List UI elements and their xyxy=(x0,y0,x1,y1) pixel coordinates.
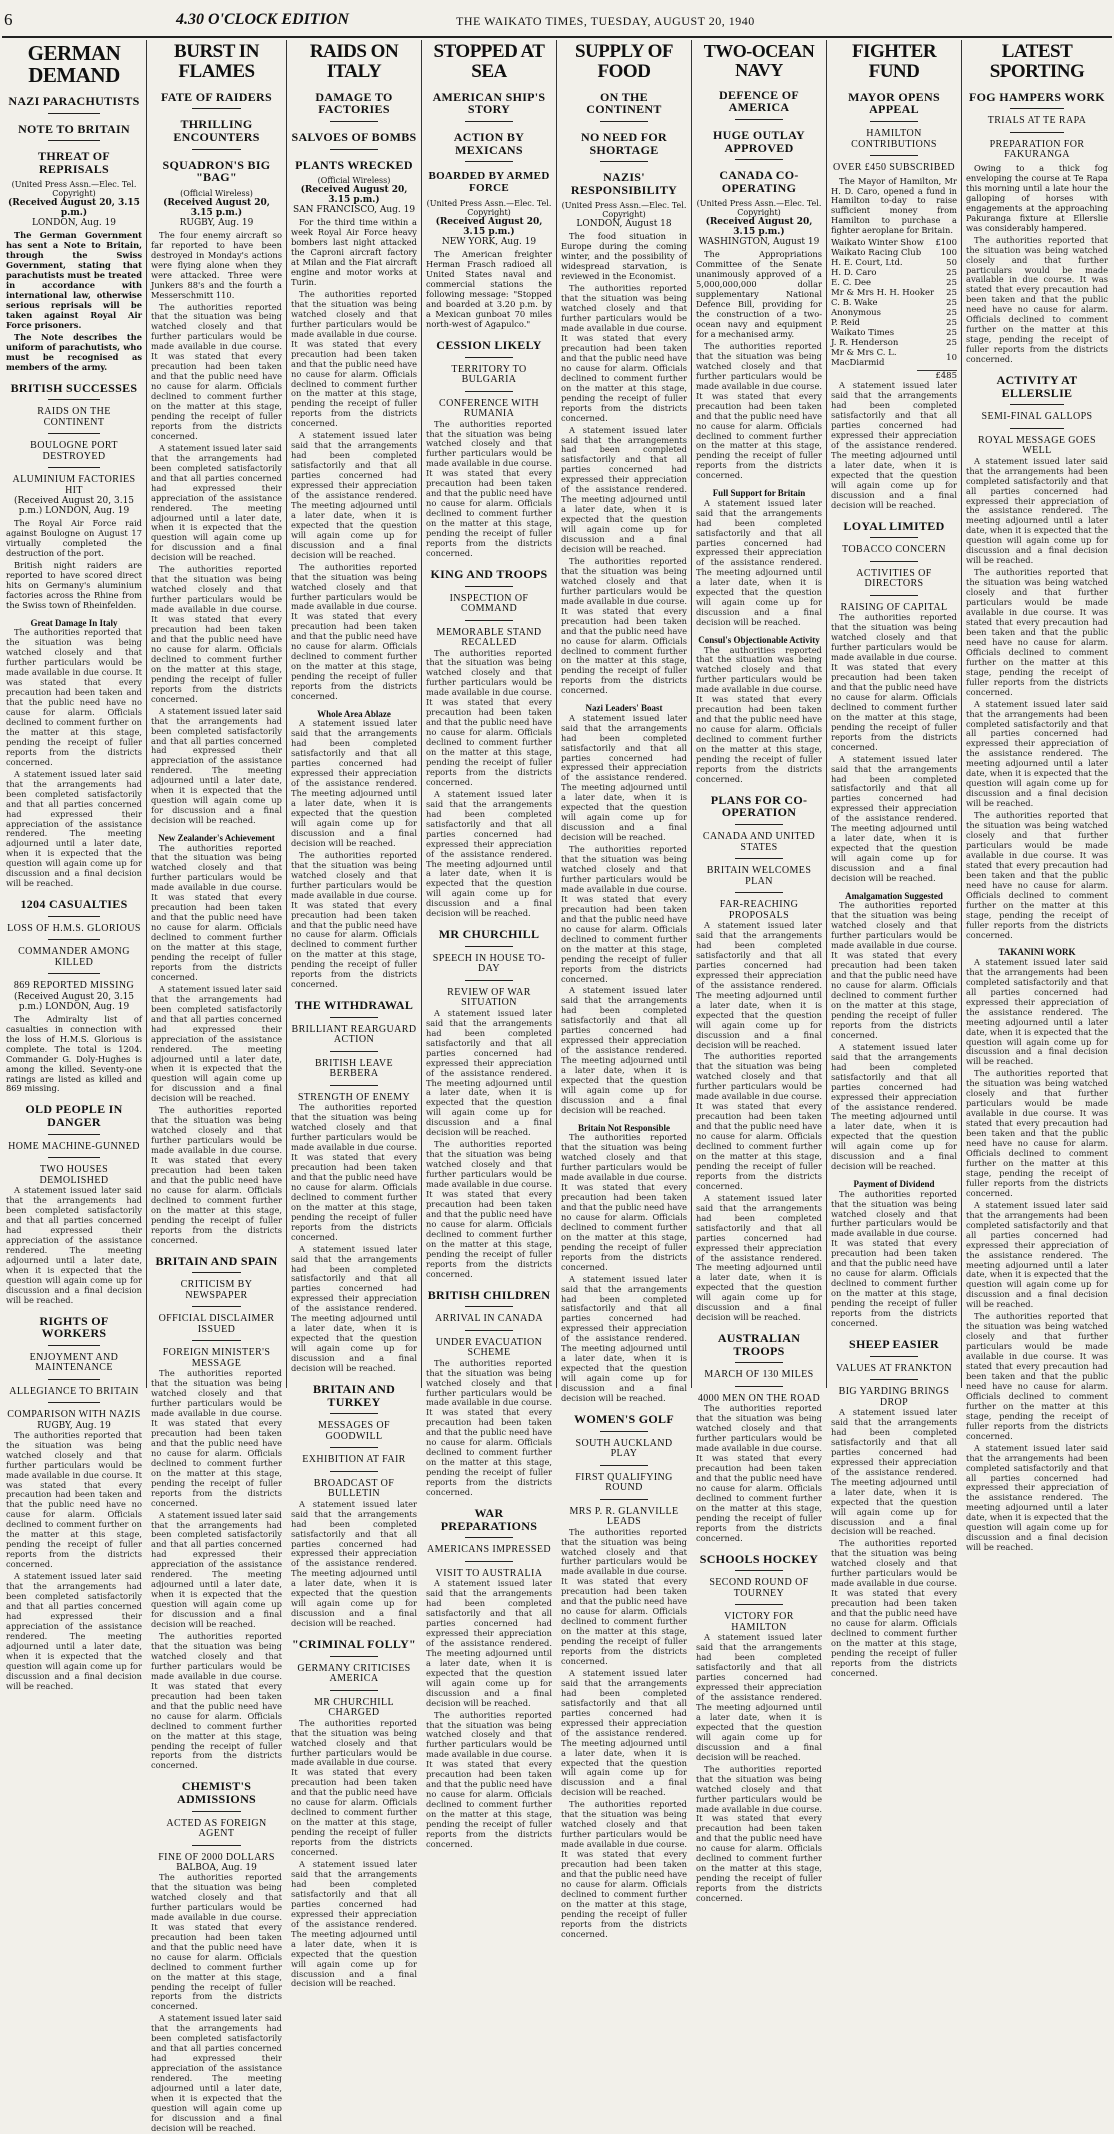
article-body: The authorities reported that the situation was being watched closely and that further particulars would be made available in due course. It was stated that every precaution had been taken and that the public need have no cause for alarm. Officials declined to comment further on the matter at this stage, pending the receipt of fuller reports from the districts concerned. A statement issued later said that the arrangements had been completed satisfactorily and that all parties concerned had expressed their appreciation of the assistance rendered. The meeting adjourned until a later date, when it is expected that the question will again come up for discussion and a final decision will be reached. The authorities reported that the situation was being watched closely and that further particulars would be made available in due course. It was stated that every precaution had been taken and that the public need have no cause for alarm. Officials declined to comment further on the matter at this stage, pending the receipt of fuller reports from the districts concerned. xyxy=(291,288,417,702)
subhead: TRIALS AT TE RAPA xyxy=(987,115,1087,127)
article-body: The Mayor of Hamilton, Mr H. D. Caro, opened a fund in Hamilton to-day to raise sufficient money from Hamilton to purchase a fighter aeroplane for Britain. xyxy=(831,175,957,236)
article-body: The Royal Air Force raid against Boulogne on August 17 virtually completed the destruction of the port. British night raiders are reported to have scored direct hits on Germany's aluminium factories across the Rhine from the Swiss town of Rheinfelden. xyxy=(6,518,142,611)
article-body: The authorities reported that the situation was being watched closely and that further particulars would be made available in due course. It was stated that every precaution had been taken and that the public need have no cause for alarm. Officials declined to comment further on the matter at this stage, pending the receipt of fuller reports from the districts concerned. A statement issued later said that the arrangements had been completed satisfactorily and that all parties concerned had expressed their appreciation of the assistance rendered. The meeting adjourned until a later date, when it is expected that the question will again come up for discussion and a final decision will be reached. xyxy=(291,1102,417,1374)
subscription-row xyxy=(831,248,957,258)
subscription-row xyxy=(831,348,957,368)
subscription-row xyxy=(831,328,957,338)
dateline: SAN FRANCISCO, Aug. 19 xyxy=(292,205,416,216)
subscriber-name: Waikato Racing Club xyxy=(831,248,922,259)
subscriber-name: H. D. Caro xyxy=(831,268,877,279)
subscriber-name: Waikato Times xyxy=(831,328,895,339)
subhead: NAZIS' RESPONSIBILITY xyxy=(570,170,678,197)
subhead: TERRITORY TO BULGARIA xyxy=(451,363,527,386)
headline: BRITAIN AND SPAIN xyxy=(155,1253,278,1268)
article-body: The authorities reported that the situation was being watched closely and that further particulars would be made available in due course. It was stated that every precaution had been taken and that the public need have no cause for alarm. Officials declined to comment further on the matter at this stage, pending the receipt of fuller reports from the districts concerned. xyxy=(696,1403,822,1543)
dateline: RUGBY, Aug. 19 xyxy=(37,1420,111,1431)
subhead: AMERICANS IMPRESSED xyxy=(426,1544,551,1556)
article-body: The authorities reported that the situation was being watched closely and that further particulars would be made available in due course. It was stated that every precaution had been taken and that the public need have no cause for alarm. Officials declined to comment further on the matter at this stage, pending the receipt of fuller reports from the districts concerned. xyxy=(426,1357,552,1498)
subscription-amount: £100 xyxy=(935,238,957,249)
subhead: ACTION BY MEXICANS xyxy=(453,130,525,157)
subhead: SECOND ROUND OF TOURNEY xyxy=(709,1577,809,1599)
headline: PLANS FOR CO-OPERATION xyxy=(710,792,808,820)
received-line: (Received August 20, 3.15 p.m.) xyxy=(163,197,270,218)
subscription-amount: 10 xyxy=(946,353,957,364)
subhead: BOARDED BY ARMED FORCE xyxy=(428,170,550,194)
article-body: The authorities reported that the situation was being watched closely and that further particulars would be made available in due course. It was stated that every precaution had been taken and that the public need have no cause for alarm. Officials declined to comment further on the matter at this stage, pending the receipt of fuller reports from the districts concerned. A statement issued later said that the arrangements had been completed satisfactorily and that all parties concerned had expressed their appreciation of the assistance rendered. The meeting adjourned until a later date, when it is expected that the question will again come up for discussion and a final decision will be reached. The authorities reported that the situation was being watched closely and that further particulars would be made available in due course. It was stated that every precaution had been taken and that the public need have no cause for alarm. Officials declined to comment further on the matter at this stage, pending the receipt of fuller reports from the districts concerned. A statement issued later said that the arrangements had been completed satisfactorily and that all parties concerned had expressed their appreciation of the assistance rendered. The meeting adjourned until a later date, when it is expected that the question will again come up for discussion and a final decision will be reached. xyxy=(151,301,282,826)
article-body: A statement issued later said that the arrangements had been completed satisfactorily and that all parties concerned had expressed their appreciation of the assistance rendered. The meeting adjourned until a later date, when it is expected that the question will again come up for discussion and a final decision will be reached. The authorities reported that the situation was being watched closely and that further particulars would be made available in due course. It was stated that every precaution had been taken and that the public need have no cause for alarm. Officials declined to comment further on the matter at this stage, pending the receipt of fuller reports from the districts concerned. A statement issued later said that the arrangements had been completed satisfactorily and that all parties concerned had expressed their appreciation of the assistance rendered. The meeting adjourned until a later date, when it is expected that the question will again come up for discussion and a final decision will be reached. xyxy=(561,712,687,1115)
dateline: NEW YORK, Aug. 19 xyxy=(441,237,537,248)
article-body: A statement issued later said that the arrangements had been completed satisfactorily and that all parties concerned had expressed their appreciation of the assistance rendered. The meeting adjourned until a later date, when it is expected that the question will again come up for discussion and a final decision will be reached. xyxy=(696,497,822,628)
subscription-amount: 50 xyxy=(946,258,957,269)
column-latest-sporting xyxy=(962,40,1112,1553)
article-body: The authorities reported that the situation was being watched closely and that further particulars would be made available in due course. It was stated that every precaution had been taken and that the public need have no cause for alarm. Officials declined to comment further on the matter at this stage, pending the receipt of fuller reports from the districts concerned. A statement issued later said that the arrangements had been completed satisfactorily and that all parties concerned had expressed their appreciation of the assistance rendered. The meeting adjourned until a later date, when it is expected that the question will again come up for discussion and a final decision will be reached. The authorities reported that the situation was being watched closely and that further particulars would be made available in due course. It was stated that every precaution had been taken and that the public need have no cause for alarm. Officials declined to comment further on the matter at this stage, pending the receipt of fuller reports from the districts concerned. xyxy=(561,283,687,696)
crosshead: Great Damage In Italy xyxy=(30,617,118,628)
subhead: COMMANDER AMONG KILLED xyxy=(18,946,130,968)
article-body: The authorities reported that the situation was being watched closely and that further particulars would be made available in due course. It was stated that every precaution had been taken and that the public need have no cause for alarm. Officials declined to comment further on the matter at this stage, pending the receipt of fuller reports from the districts concerned. A statement issued later said that the arrangements had been completed satisfactorily and that all parties concerned had expressed their appreciation of the assistance rendered. The meeting adjourned until a later date, when it is expected that the question will again come up for discussion and a final decision will be reached. xyxy=(831,900,957,1172)
top-rule xyxy=(2,36,1112,38)
subhead: 4000 MEN ON THE ROAD xyxy=(697,1392,821,1404)
headline: CHEMIST'S ADMISSIONS xyxy=(176,1779,257,1806)
subhead: ROYAL MESSAGE GOES WELL xyxy=(978,434,1096,457)
received-line: (Received August 20, 3.15 p.m.) xyxy=(435,217,543,238)
subhead: PLANTS WRECKED xyxy=(295,157,413,172)
subhead: NAZI PARACHUTISTS xyxy=(8,94,140,109)
subhead: CONFERENCE WITH RUMANIA xyxy=(439,397,539,420)
article-body: The Admiralty list of casualties in connection with the loss of H.M.S. Glorious is complete. The total is 1204. Commander G. Doly-Hughes is among the killed. Seventy-one ratings are listed as killed and 869 missing. xyxy=(6,1013,142,1094)
subhead: MRS P. R. GLANVILLE LEADS xyxy=(569,1505,679,1528)
subhead: REVIEW OF WAR SITUATION xyxy=(447,986,531,1009)
subhead: THRILLING ENCOUNTERS xyxy=(173,117,260,145)
subhead: MR CHURCHILL CHARGED xyxy=(313,1696,395,1719)
masthead xyxy=(0,0,1114,30)
subhead: BRILLIANT REARGUARD ACTION xyxy=(291,1023,417,1046)
subhead: BROADCAST OF BULLETIN xyxy=(313,1477,395,1500)
headline: MR CHURCHILL xyxy=(438,927,540,942)
subscription-amount: 25 xyxy=(946,268,957,279)
dateline: (Received August 20, 3.15 p.m.) LONDON, Aug. 19 xyxy=(13,496,135,517)
subhead: FIRST QUALIFYING ROUND xyxy=(575,1471,673,1494)
subscription-amount: 25 xyxy=(946,298,957,309)
dateline: WASHINGTON, August 19 xyxy=(698,237,820,248)
credit-line: (Official Wireless) xyxy=(180,188,253,198)
subscriber-name: J. R. Henderson xyxy=(831,338,899,349)
crosshead: Consul's Objectionable Activity xyxy=(698,635,820,646)
article-body: The authorities reported that the situation was being watched closely and that further particulars would be made available in due course. It was stated that every precaution had been taken and that the public need have no cause for alarm. Officials declined to comment further on the matter at this stage, pending the receipt of fuller reports from the districts concerned. A statement issued later said that the arrangements had been completed satisfactorily and that all parties concerned had expressed their appreciation of the assistance rendered. The meeting adjourned until a later date, when it is expected that the question will again come up for discussion and a final decision will be reached. xyxy=(6,627,142,889)
headline: CESSION LIKELY xyxy=(436,337,542,352)
subhead: CRITICISM BY NEWSPAPER xyxy=(180,1279,253,1301)
headline: RAIDS ON ITALY xyxy=(309,41,399,82)
subhead: COMPARISON WITH NAZIS xyxy=(7,1409,141,1421)
article-body: The authorities reported that the situation was being watched closely and that further particulars would be made available in due course. It was stated that every precaution had been taken and that the public need have no cause for alarm. Officials declined to comment further on the matter at this stage, pending the receipt of fuller reports from the districts concerned. A statement issued later said that the arrangements had been completed satisfactorily and that all parties concerned had expressed their appreciation of the assistance rendered. The meeting adjourned until a later date, when it is expected that the question will again come up for discussion and a final decision will be reached. xyxy=(6,1429,142,1691)
article-body: The authorities reported that the situation was being watched closely and that further particulars would be made available in due course. It was stated that every precaution had been taken and that the public need have no cause for alarm. Officials declined to comment further on the matter at this stage, pending the receipt of fuller reports from the districts concerned. A statement issued later said that the arrangements had been completed satisfactorily and that all parties concerned had expressed their appreciation of the assistance rendered. The meeting adjourned until a later date, when it is expected that the question will again come up for discussion and a final decision will be reached. xyxy=(151,1872,282,2133)
subhead: RAIDS ON THE CONTINENT xyxy=(37,406,111,428)
subhead: VISIT TO AUSTRALIA xyxy=(435,1567,543,1579)
article-body: A statement issued later said that the arrangements had been completed satisfactorily and that all parties concerned had expressed their appreciation of the assistance rendered. The meeting adjourned until a later date, when it is expected that the question will again come up for discussion and a final decision will be reached. The authorities reported that the situation was being watched closely and that further particulars would be made available in due course. It was stated that every precaution had been taken and that the public need have no cause for alarm. Officials declined to comment further on the matter at this stage, pending the receipt of fuller reports from the districts concerned. xyxy=(426,1007,552,1279)
article-body: A statement issued later said that the arrangements had been completed satisfactorily and that all parties concerned had expressed their appreciation of the assistance rendered. The meeting adjourned until a later date, when it is expected that the question will again come up for discussion and a final decision will be reached. The authorities reported that the situation was being watched closely and that further particulars would be made available in due course. It was stated that every precaution had been taken and that the public need have no cause for alarm. Officials declined to comment further on the matter at this stage, pending the receipt of fuller reports from the districts concerned. xyxy=(696,1632,822,1904)
headline: 1204 CASUALTIES xyxy=(20,897,128,912)
headline: THE WITHDRAWAL xyxy=(294,998,414,1013)
subhead: ALLEGIANCE TO BRITAIN xyxy=(9,1385,139,1397)
subhead: OFFICIAL DISCLAIMER ISSUED xyxy=(158,1313,275,1335)
subscription-amount: 25 xyxy=(946,308,957,319)
subscriber-name: E. C. Dee xyxy=(831,278,872,289)
article-body: The American freighter Herman Frasch radioed all United States naval and commercial stations the following message: "Stopped and boarded at 3.20 p.m. by a Mexican gunboat 70 miles north-west of Agapulco." xyxy=(426,249,552,330)
subhead: GERMANY CRITICISES AMERICA xyxy=(297,1662,411,1685)
subhead: ARRIVAL IN CANADA xyxy=(435,1313,543,1325)
subhead: HUGE OUTLAY APPROVED xyxy=(713,127,805,155)
subhead: RAISING OF CAPITAL xyxy=(840,601,948,613)
subhead: FINE OF 2000 DOLLARS xyxy=(158,1851,275,1863)
subscription-amount: 25 xyxy=(946,288,957,299)
subscriber-name: Waikato Winter Show xyxy=(831,238,924,249)
subhead: MARCH OF 130 MILES xyxy=(704,1369,814,1381)
column-burst-in-flames xyxy=(147,40,287,2133)
article-body: The Appropriations Committee of the Senate unanimously approved of a 5,000,000,000 dollar supplementary National Defence Bill, providing for the construction of a two-ocean navy and equipment for a mechanised army. xyxy=(696,249,822,339)
dateline: RUGBY, Aug. 19 xyxy=(179,217,254,228)
crosshead: Amalgamation Suggested xyxy=(845,891,943,901)
article-body: A statement issued later said that the arrangements had been completed satisfactorily and that all parties concerned had expressed their appreciation of the assistance rendered. The meeting adjourned until a later date, when it is expected that the question will again come up for discussion and a final decision will be reached. The authorities reported that the situation was being watched closely and that further particulars would be made available in due course. It was stated that every precaution had been taken and that the public need have no cause for alarm. Officials declined to comment further on the matter at this stage, pending the receipt of fuller reports from the districts concerned. A statement issued later said that the arrangements had been completed satisfactorily and that all parties concerned had expressed their appreciation of the assistance rendered. The meeting adjourned until a later date, when it is expected that the question will again come up for discussion and a final decision will be reached. xyxy=(696,920,822,1323)
column-two-ocean-navy xyxy=(692,40,827,1904)
subhead: VALUES AT FRANKTON xyxy=(835,1362,953,1374)
headline: BRITAIN AND TURKEY xyxy=(312,1382,396,1409)
subscription-amount: 25 xyxy=(946,318,957,329)
subhead: MESSAGES OF GOODWILL xyxy=(318,1420,390,1442)
subhead: SOUTH AUCKLAND PLAY xyxy=(575,1437,673,1460)
headline: AUSTRALIAN TROOPS xyxy=(717,1331,801,1358)
subhead: NO NEED FOR SHORTAGE xyxy=(581,130,667,157)
received-line: (Received August 20, 3.15 p.m.) xyxy=(705,217,813,238)
subhead: LOSS OF H.M.S. GLORIOUS xyxy=(7,922,141,934)
subscription-amount: 25 xyxy=(946,278,957,289)
received-line: (Received August 20, 3.15 p.m.) xyxy=(300,185,408,206)
subscriber-name: Mr & Mrs H. H. Hooker xyxy=(831,288,935,299)
subscriber-name: Mr & Mrs C. L. MacDiarmid xyxy=(831,348,897,369)
headline: OLD PEOPLE IN DANGER xyxy=(25,1102,123,1130)
subhead: NOTE TO BRITAIN xyxy=(18,121,130,136)
article-body: The authorities reported that the situation was being watched closely and that further particulars would be made available in due course. It was stated that every precaution had been taken and that the public need have no cause for alarm. Officials declined to comment further on the matter at this stage, pending the receipt of fuller reports from the districts concerned. xyxy=(966,234,1108,365)
edition-label: 4.30 O'CLOCK EDITION xyxy=(176,11,349,28)
subscription-list xyxy=(831,238,957,368)
headline: WAR PREPARATIONS xyxy=(440,1506,538,1533)
article-body: The authorities reported that the situation was being watched closely and that further particulars would be made available in due course. It was stated that every precaution had been taken and that the public need have no cause for alarm. Officials declined to comment further on the matter at this stage, pending the receipt of fuller reports from the districts concerned. xyxy=(426,418,552,558)
column-german-demand xyxy=(2,40,147,1691)
headline: KING AND TROOPS xyxy=(430,566,548,581)
subhead: ACTIVITIES OF DIRECTORS xyxy=(856,567,932,590)
credit-line: (United Press Assn.—Elec. Tel. Copyright) xyxy=(11,180,137,199)
subhead: STRENGTH OF ENEMY xyxy=(297,1091,411,1103)
subhead: SQUADRON'S BIG "BAG" xyxy=(162,157,271,185)
headline: TWO-OCEAN NAVY xyxy=(703,41,815,80)
subhead: THREAT OF REPRISALS xyxy=(38,149,110,176)
article-body: The authorities reported that the situation was being watched closely and that further particulars would be made available in due course. It was stated that every precaution had been taken and that the public need have no cause for alarm. Officials declined to comment further on the matter at this stage, pending the receipt of fuller reports from the districts concerned. xyxy=(831,1188,957,1328)
headline: SCHOOLS HOCKEY xyxy=(699,1551,819,1566)
subscriber-name: H. E. Court, Ltd. xyxy=(831,258,903,269)
subscriber-name: P. Reid xyxy=(831,318,860,329)
subhead: FOG HAMPERS WORK xyxy=(969,89,1105,104)
article-body: The food situation in Europe during the coming winter, and the possibility of widespread starvation, is reviewed in the Economist. xyxy=(561,231,687,282)
dateline: (Received August 20, 3.15 p.m.) LONDON, Aug. 19 xyxy=(13,991,135,1012)
article-body: The authorities reported that the situation was being watched closely and that further particulars would be made available in due course. It was stated that every precaution had been taken and that the public need have no cause for alarm. Officials declined to comment further on the matter at this stage, pending the receipt of fuller reports from the districts concerned. A statement issued later said that the arrangements had been completed satisfactorily and that all parties concerned had expressed their appreciation of the assistance rendered. The meeting adjourned until a later date, when it is expected that the question will again come up for discussion and a final decision will be reached. xyxy=(561,1132,687,1404)
subscription-amount: 25 xyxy=(946,328,957,339)
article-body: The authorities reported that the situation was being watched closely and that further particulars would be made available in due course. It was stated that every precaution had been taken and that the public need have no cause for alarm. Officials declined to comment further on the matter at this stage, pending the receipt of fuller reports from the districts concerned. xyxy=(696,644,822,784)
subhead: MEMORABLE STAND RECALLED xyxy=(436,626,542,648)
article-body: A statement issued later said that the arrangements had been completed satisfactorily and that all parties concerned had expressed their appreciation of the assistance rendered. The meeting adjourned until a later date, when it is expected that the question will again come up for discussion and a final decision will be reached. xyxy=(291,1498,417,1629)
article-body: The authorities reported that the situation was being watched closely and that further particulars would be made available in due course. It was stated that every precaution had been taken and that the public need have no cause for alarm. Officials declined to comment further on the matter at this stage, pending the receipt of fuller reports from the districts concerned. xyxy=(696,340,822,481)
subhead: ALUMINIUM FACTORIES HIT xyxy=(12,474,136,496)
subhead: HAMILTON CONTRIBUTIONS xyxy=(851,128,937,150)
headline: SUPPLY OF FOOD xyxy=(574,41,674,82)
crosshead: Nazi Leaders' Boast xyxy=(585,703,663,714)
dateline: LONDON, August 18 xyxy=(576,219,672,230)
subhead: SALVOES OF BOMBS xyxy=(291,130,417,145)
subhead: HOME MACHINE-GUNNED xyxy=(8,1140,140,1152)
subhead: CANADA AND UNITED STATES xyxy=(702,831,816,853)
paper-title: THE WAIKATO TIMES, TUESDAY, AUGUST 20, 1940 xyxy=(456,14,755,28)
subhead: PREPARATION FOR FAKURANGA xyxy=(989,138,1085,161)
dateline: BALBOA, Aug. 19 xyxy=(176,1863,257,1874)
subscription-row xyxy=(831,308,957,318)
subscription-row xyxy=(831,258,957,268)
subscription-row xyxy=(831,298,957,308)
subhead: FOREIGN MINISTER'S MESSAGE xyxy=(162,1347,271,1369)
headline: LOYAL LIMITED xyxy=(843,518,945,533)
columns xyxy=(2,40,1112,2133)
headline: "CRIMINAL FOLLY" xyxy=(291,1637,417,1652)
article-body: The authorities reported that the situation was being watched closely and that further particulars would be made available in due course. It was stated that every precaution had been taken and that the public need have no cause for alarm. Officials declined to comment further on the matter at this stage, pending the receipt of fuller reports from the districts concerned. A statement issued later said that the arrangements had been completed satisfactorily and that all parties concerned had expressed their appreciation of the assistance rendered. The meeting adjourned until a later date, when it is expected that the question will again come up for discussion and a final decision will be reached. The authorities reported that the situation was being watched closely and that further particulars would be made available in due course. It was stated that every precaution had been taken and that the public need have no cause for alarm. Officials declined to comment further on the matter at this stage, pending the receipt of fuller reports from the districts concerned. xyxy=(151,842,282,1245)
page-number: 6 xyxy=(4,10,13,29)
article-body: Owing to a thick fog enveloping the course at Te Rapa this morning until a late hour the galloping of horses with engagements at the approaching Pakuranga fixture at Ellerslie was considerably hampered. xyxy=(966,162,1108,233)
article-body: The German Government has sent a Note to Britain, through the Swiss Government, stating that parachutists must be treated in accordance with international law, otherwise serious reprisals will be taken against Royal Air Force prisoners. The Note describes the uniform of parachutists, who must be recognised as members of the army. xyxy=(6,230,142,372)
subhead: AMERICAN SHIP'S STORY xyxy=(432,89,546,117)
article-body: A statement issued later said that the arrangements had been completed satisfactorily and that all parties concerned had expressed their appreciation of the assistance rendered. The meeting adjourned until a later date, when it is expected that the question will again come up for discussion and a final decision will be reached. The authorities reported that the situation was being watched closely and that further particulars would be made available in due course. It was stated that every precaution had been taken and that the public need have no cause for alarm. Officials declined to comment further on the matter at this stage, pending the receipt of fuller reports from the districts concerned. xyxy=(426,1578,552,1849)
headline: STOPPED AT SEA xyxy=(433,41,545,82)
article-body: The authorities reported that the situation was being watched closely and that further particulars would be made available in due course. It was stated that every precaution had been taken and that the public need have no cause for alarm. Officials declined to comment further on the matter at this stage, pending the receipt of fuller reports from the districts concerned. A statement issued later said that the arrangements had been completed satisfactorily and that all parties concerned had expressed their appreciation of the assistance rendered. The meeting adjourned until a later date, when it is expected that the question will again come up for discussion and a final decision will be reached. xyxy=(291,1717,417,1989)
article-body: A statement issued later said that the arrangements had been completed satisfactorily and that all parties concerned had expressed their appreciation of the assistance rendered. The meeting adjourned until a later date, when it is expected that the question will again come up for discussion and a final decision will be reached. xyxy=(831,380,957,510)
subhead: TWO HOUSES DEMOLISHED xyxy=(39,1164,109,1186)
headline: ACTIVITY AT ELLERSLIE xyxy=(996,373,1078,400)
article-body: A statement issued later said that the arrangements had been completed satisfactorily and that all parties concerned had expressed their appreciation of the assistance rendered. The meeting adjourned until a later date, when it is expected that the question will again come up for discussion and a final decision will be reached. xyxy=(6,1185,142,1305)
headline: WOMEN'S GOLF xyxy=(574,1412,674,1427)
article-body: The authorities reported that the situation was being watched closely and that further particulars would be made available in due course. It was stated that every precaution had been taken and that the public need have no cause for alarm. Officials declined to comment further on the matter at this stage, pending the receipt of fuller reports from the districts concerned. A statement issued later said that the arrangements had been completed satisfactorily and that all parties concerned had expressed their appreciation of the assistance rendered. The meeting adjourned until a later date, when it is expected that the question will again come up for discussion and a final decision will be reached. The authorities reported that the situation was being watched closely and that further particulars would be made available in due course. It was stated that every precaution had been taken and that the public need have no cause for alarm. Officials declined to comment further on the matter at this stage, pending the receipt of fuller reports from the districts concerned. xyxy=(561,1526,687,1939)
subscription-amount: 25 xyxy=(946,338,957,349)
subscriber-name: Anonymous xyxy=(831,308,882,319)
crosshead: Whole Area Ablaze xyxy=(317,709,391,719)
article-body: The authorities reported that the situation was being watched closely and that further particulars would be made available in due course. It was stated that every precaution had been taken and that the public need have no cause for alarm. Officials declined to comment further on the matter at this stage, pending the receipt of fuller reports from the districts concerned. A statement issued later said that the arrangements had been completed satisfactorily and that all parties concerned had expressed their appreciation of the assistance rendered. The meeting adjourned until a later date, when it is expected that the question will again come up for discussion and a final decision will be reached. xyxy=(831,612,957,884)
crosshead: Payment of Dividend xyxy=(853,1179,935,1190)
subhead: ACTED AS FOREIGN AGENT xyxy=(166,1817,267,1840)
subhead: BRITISH LEAVE BERBERA xyxy=(314,1057,394,1080)
crosshead: Britain Not Responsible xyxy=(577,1122,670,1133)
subhead: TOBACCO CONCERN xyxy=(842,544,946,556)
subscription-row xyxy=(831,338,957,348)
article-body: The authorities reported that the situation was being watched closely and that further particulars would be made available in due course. It was stated that every precaution had been taken and that the public need have no cause for alarm. Officials declined to comment further on the matter at this stage, pending the receipt of fuller reports from the districts concerned. A statement issued later said that the arrangements had been completed satisfactorily and that all parties concerned had expressed their appreciation of the assistance rendered. The meeting adjourned until a later date, when it is expected that the question will again come up for discussion and a final decision will be reached. xyxy=(426,647,552,919)
column-fighter-fund xyxy=(827,40,962,1678)
article-body: A statement issued later said that the arrangements had been completed satisfactorily and that all parties concerned had expressed their appreciation of the assistance rendered. The meeting adjourned until a later date, when it is expected that the question will again come up for discussion and a final decision will be reached. The authorities reported that the situation was being watched closely and that further particulars would be made available in due course. It was stated that every precaution had been taken and that the public need have no cause for alarm. Officials declined to comment further on the matter at this stage, pending the receipt of fuller reports from the districts concerned. A statement issued later said that the arrangements had been completed satisfactorily and that all parties concerned had expressed their appreciation of the assistance rendered. The meeting adjourned until a later date, when it is expected that the question will again come up for discussion and a final decision will be reached. The authorities reported that the situation was being watched closely and that further particulars would be made available in due course. It was stated that every precaution had been taken and that the public need have no cause for alarm. Officials declined to comment further on the matter at this stage, pending the receipt of fuller reports from the districts concerned. xyxy=(966,455,1108,940)
subhead: UNDER EVACUATION SCHEME xyxy=(435,1336,543,1359)
headline: BRITISH CHILDREN xyxy=(427,1287,551,1302)
subhead: ON THE CONTINENT xyxy=(586,89,662,117)
crosshead: New Zealander's Achievement xyxy=(158,833,275,844)
subhead: MAYOR OPENS APPEAL xyxy=(848,89,940,117)
article-body: For the third time within a week Royal Air Force heavy bombers last night attacked the Caproni aircraft factory at Milan and the Fiat aircraft engine and motor works at Turin. xyxy=(291,217,417,287)
subhead: EXHIBITION AT FAIR xyxy=(302,1454,406,1466)
subhead: DAMAGE TO FACTORIES xyxy=(315,89,393,117)
headline: GERMAN DEMAND xyxy=(27,41,121,88)
article-body: A statement issued later said that the arrangements had been completed satisfactorily and that all parties concerned had expressed their appreciation of the assistance rendered. The meeting adjourned until a later date, when it is expected that the question will again come up for discussion and a final decision will be reached. The authorities reported that the situation was being watched closely and that further particulars would be made available in due course. It was stated that every precaution had been taken and that the public need have no cause for alarm. Officials declined to comment further on the matter at this stage, pending the receipt of fuller reports from the districts concerned. xyxy=(831,1407,957,1678)
subhead: OVER £450 SUBSCRIBED xyxy=(833,162,955,174)
credit-line: (United Press Assn.—Elec. Tel. Copyright) xyxy=(561,201,687,220)
subscription-row xyxy=(831,238,957,248)
subhead: ENJOYMENT AND MAINTENANCE xyxy=(29,1351,119,1374)
subhead: FATE OF RAIDERS xyxy=(161,89,272,104)
subhead: BIG YARDING BRINGS DROP xyxy=(838,1386,950,1408)
credit-line: (United Press Assn.—Elec. Tel. Copyright) xyxy=(696,199,822,218)
subscription-row xyxy=(831,288,957,298)
subscription-amount: 100 xyxy=(940,248,957,259)
subhead: BOULOGNE PORT DESTROYED xyxy=(30,440,118,462)
subhead: FAR-REACHING PROPOSALS xyxy=(719,899,799,921)
column-raids-on-italy xyxy=(287,40,422,1989)
subscription-row xyxy=(831,278,957,288)
headline: RIGHTS OF WORKERS xyxy=(39,1313,109,1341)
subscriber-name: C. B. Wake xyxy=(831,298,878,309)
subhead: VICTORY FOR HAMILTON xyxy=(724,1611,794,1633)
subhead: DEFENCE OF AMERICA xyxy=(718,87,799,115)
article-body: A statement issued later said that the arrangements had been completed satisfactorily and that all parties concerned had expressed their appreciation of the assistance rendered. The meeting adjourned until a later date, when it is expected that the question will again come up for discussion and a final decision will be reached. The authorities reported that the situation was being watched closely and that further particulars would be made available in due course. It was stated that every precaution had been taken and that the public need have no cause for alarm. Officials declined to comment further on the matter at this stage, pending the receipt of fuller reports from the districts concerned. xyxy=(291,718,417,990)
headline: FIGHTER FUND xyxy=(851,41,937,82)
headline: BURST IN FLAMES xyxy=(174,41,259,82)
subhead: CANADA CO-OPERATING xyxy=(719,168,799,195)
article-body: The authorities reported that the situation was being watched closely and that further particulars would be made available in due course. It was stated that every precaution had been taken and that the public need have no cause for alarm. Officials declined to comment further on the matter at this stage, pending the receipt of fuller reports from the districts concerned. A statement issued later said that the arrangements had been completed satisfactorily and that all parties concerned had expressed their appreciation of the assistance rendered. The meeting adjourned until a later date, when it is expected that the question will again come up for discussion and a final decision will be reached. The authorities reported that the situation was being watched closely and that further particulars would be made available in due course. It was stated that every precaution had been taken and that the public need have no cause for alarm. Officials declined to comment further on the matter at this stage, pending the receipt of fuller reports from the districts concerned. xyxy=(151,1368,282,1771)
column-supply-of-food xyxy=(557,40,692,1939)
subscription-row xyxy=(831,268,957,278)
subhead: BRITAIN WELCOMES PLAN xyxy=(706,865,812,887)
crosshead: Full Support for Britain xyxy=(712,488,806,499)
headline: LATEST SPORTING xyxy=(989,41,1085,82)
headline: SHEEP EASIER xyxy=(849,1336,939,1351)
fund-total: £485 xyxy=(917,370,957,381)
subhead: SEMI-FINAL GALLOPS xyxy=(981,411,1093,423)
credit-line: (United Press Assn.—Elec. Tel. Copyright) xyxy=(426,199,552,218)
credit-line: (Official Wireless) xyxy=(317,176,391,186)
received-line: (Received August 20, 3.15 p.m.) xyxy=(8,198,140,219)
subhead: INSPECTION OF COMMAND xyxy=(449,592,529,614)
article-body: A statement issued later said that the arrangements had been completed satisfactorily and that all parties concerned had expressed their appreciation of the assistance rendered. The meeting adjourned until a later date, when it is expected that the question will again come up for discussion and a final decision will be reached. The authorities reported that the situation was being watched closely and that further particulars would be made available in due course. It was stated that every precaution had been taken and that the public need have no cause for alarm. Officials declined to comment further on the matter at this stage, pending the receipt of fuller reports from the districts concerned. A statement issued later said that the arrangements had been completed satisfactorily and that all parties concerned had expressed their appreciation of the assistance rendered. The meeting adjourned until a later date, when it is expected that the question will again come up for discussion and a final decision will be reached. The authorities reported that the situation was being watched closely and that further particulars would be made available in due course. It was stated that every precaution had been taken and that the public need have no cause for alarm. Officials declined to comment further on the matter at this stage, pending the receipt of fuller reports from the districts concerned. A statement issued later said that the arrangements had been completed satisfactorily and that all parties concerned had expressed their appreciation of the assistance rendered. The meeting adjourned until a later date, when it is expected that the question will again come up for discussion and a final decision will be reached. xyxy=(966,956,1108,1553)
headline: BRITISH SUCCESSES xyxy=(10,380,138,395)
dateline: LONDON, Aug. 19 xyxy=(31,218,117,229)
crosshead: TAKANINI WORK xyxy=(998,947,1076,958)
subhead: 869 REPORTED MISSING xyxy=(13,980,135,992)
subscription-row xyxy=(831,318,957,328)
article-body: The four enemy aircraft so far reported to have been destroyed in Monday's actions were flying alone when they were attacked. Three were Junkers 88's and the fourth a Messerschmitt 110. xyxy=(151,229,282,300)
subhead: SPEECH IN HOUSE TO-DAY xyxy=(432,952,546,975)
column-stopped-at-sea xyxy=(422,40,557,1849)
